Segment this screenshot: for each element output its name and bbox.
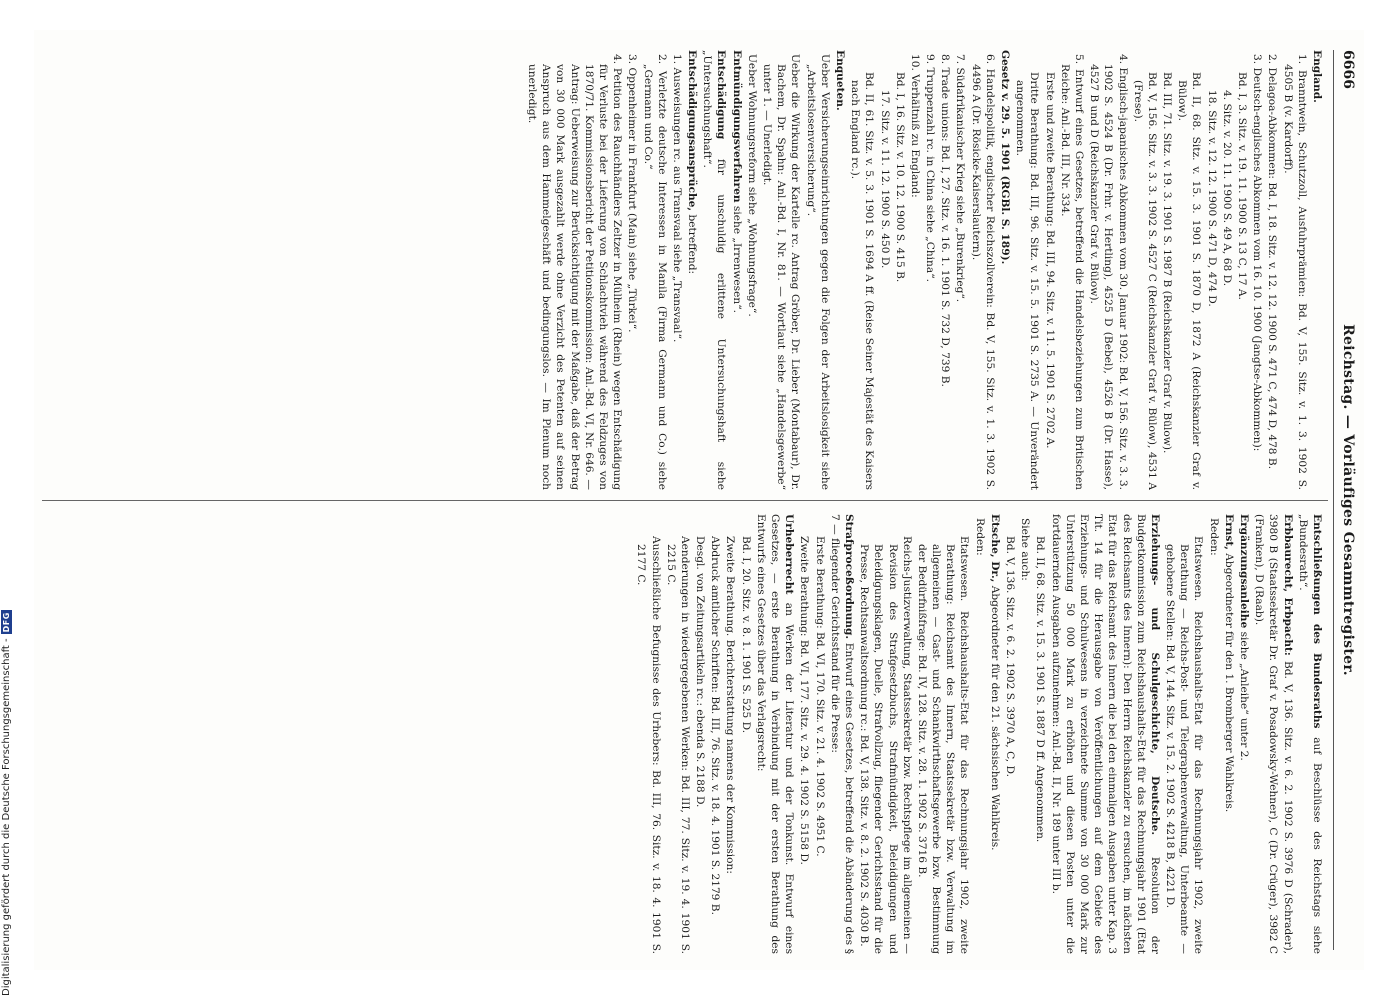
right-column — [44, 514, 1324, 954]
register-subentry — [1033, 514, 1047, 954]
entry-text: 3. Oppenheimer in Frankfurt (Main) siehe „Türkei“. — [625, 54, 638, 333]
entry-keyword: Entschließungen des Bundesraths — [1310, 514, 1323, 729]
register-entry — [827, 514, 855, 954]
entry-text: 4. Sitz. v. 20. 11. 1900 S. 49 A, 68 D. — [1220, 90, 1233, 287]
register-entry — [729, 50, 743, 490]
entry-text: Ausschließliche Befugnisse des Urhebers: Bd. III, 76. Sitz. v. 18. 4. 1901 S. 2177 C. — [634, 536, 662, 954]
entry-text: Abgeordneter für den 21. sächsischen Wahlkreis. — [988, 582, 1001, 851]
register-subentry — [797, 514, 811, 954]
entry-text: siehe „Irrenwesen“. — [730, 202, 743, 313]
entry-keyword: England. — [1310, 50, 1323, 103]
running-title: Reichstag. — Vorläufiges Gesammtregister. — [1339, 324, 1356, 676]
entry-text: für unschuldig erlittene Untersuchungshaft siehe „Untersuchungshaft“. — [700, 50, 727, 490]
register-subentry — [744, 50, 758, 490]
entry-text: Etatswesen. Reichshaushalts-Etat für das Rechnungsjahr 1902, zweite Berathung — Reichs-Post- und Telegraphenverwaltung, Unterbeamte — gehobene Stellen: Bd. V, 144. Sitz. v. 15. 2. 1902 S. 4218 B, 4221 D. — [1163, 536, 1204, 954]
entry-text: 1. Branntwein, Schutzzoll, Ausfuhrprämien: Bd. V, 155. Sitz. v. 1. 3. 1902 S. 4505 B (v. Kardorff). — [1281, 54, 1308, 490]
entry-text: Ueber Wohnungsreform siehe „Wohnungsfrage“. — [745, 54, 758, 317]
entry-keyword: Entschädigungsansprüche, — [685, 50, 698, 212]
register-subentry — [708, 514, 722, 954]
register-subentry — [738, 514, 752, 954]
register-subentry — [692, 514, 706, 954]
entry-text: 9. Truppenzahl rc. in China siehe „China“. — [923, 54, 936, 282]
left-column — [44, 50, 1324, 490]
entry-text: auf Beschlüsse des Reichstags siehe „Bundesrath“. — [1296, 514, 1323, 954]
entry-text: Etatswesen. Reichshaushalts-Etat für das Rechnungsjahr 1902, zweite Berathung: Reichsamt des Innern, Staatssekretär bzw. Verwaltung im allgemeinen — Gast- und Schankwirthschaftsgewerbe bzw. Bestimmung der Bedürfnißfrage: Bd. IV, 128. Sitz. v. 28. 1. 1902 S. 3716 B. — [915, 536, 970, 954]
imprint-text: Digitalisierung gefördert durch die Deutsche Forschungsgemeinschaft - — [1, 638, 12, 996]
register-subentry — [1250, 50, 1264, 490]
entry-text: siehe „Anleihe“ unter 2. — [1237, 628, 1250, 761]
page-number: 6666 — [1339, 50, 1356, 89]
entry-keyword: Ernst, — [1222, 514, 1235, 550]
entry-text: Erste und zweite Berathung: Bd. III, 94. Sitz. v. 11. 5. 1901 S. 2702 A. — [1043, 72, 1056, 449]
register-entry — [832, 50, 846, 490]
register-subentry — [723, 514, 737, 954]
register-subentry — [1042, 50, 1056, 490]
register-subentry — [922, 50, 936, 490]
entry-text: Bd. I, 3. Sitz. v. 19. 11. 1900 S. 13 C, 17 A. — [1235, 72, 1248, 300]
entry-keyword: Enqueten. — [833, 50, 846, 111]
entry-text: Reden: — [1207, 518, 1220, 556]
register-entry — [1048, 514, 1162, 954]
entry-text: Bd. V, 156. Sitz. v. 3. 3. 1902 S. 4527 C (Reichskanzler Graf v. Bülow), 4531 A (Frese). — [1131, 72, 1158, 490]
register-subentry — [1280, 50, 1308, 490]
register-subentry — [1175, 50, 1203, 490]
register-subentry — [938, 50, 952, 490]
register-entry — [700, 50, 728, 490]
entry-text: Ueber die Wirkung der Kartelle rc. Antrag Gröber, Dr. Lieber (Montabaur), Dr. Bachem, Dr. Spahn: Anl.-Bd. I, Nr. 81. — Wortlaut siehe „Handelsgewerbe“ unter 1. — Unerledigt. — [760, 54, 801, 490]
register-entry — [997, 50, 1011, 490]
entry-keyword: Erbbaurecht, Erbpacht: — [1281, 514, 1294, 656]
entry-text: Dritte Berathung: Bd. III, 96. Sitz. v. 15. 5. 1901 S. 2735 A. — Unverändert angenommen. — [1013, 72, 1040, 490]
register-subentry — [1219, 50, 1233, 490]
entry-text: Bd. V, 136. Sitz. v. 6. 2. 1902 S. 3976 D (Schrader), 3980 B (Staatssekretär Dr. Graf v. Posadowsky-Wehner), C (Dr. Crüger), 3982 C (Franken), D (Raab). — [1252, 514, 1294, 954]
entry-keyword: Gesetz v. 29. 5. 1901 (RGBl. S. 189). — [998, 50, 1011, 265]
entry-text: 4. Englisch-japanisches Abkommen vom 30. Januar 1902: Bd. V, 156. Sitz. v. 3. 3. 1902 S. 4524 B (Dr. Frhr. v. Hertling), 4525 D (Bebel), 4526 B (Dr. Hasse), 4527 B und D (Reichskanzler Graf v. Bülow). — [1087, 54, 1129, 490]
register-entry — [1295, 514, 1323, 954]
register-page — [34, 30, 1364, 970]
page-header — [1333, 50, 1358, 950]
entry-text: betreffend: — [685, 211, 698, 275]
entry-text: 4. Petition des Rauchhändlers Zeltzer in Mülheim (Rhein) wegen Entschädigung für Verluste bei der Lieferung von Schlachtvieh während des Feldzuges von 1870/71. Kommissionsbericht der Petitionskommission: Anl.-Bd. VI, Nr. 646. — Antrag: Ueberweisung zur Berücksichtigung mit der Maßgabe, daß der Betrag von 30 000 Mark ausgezahlt werde ohne Verzicht des Petenten auf seinen Anspruch aus dem Hammelgeschäft und bedingungslos. — Im Plenum noch unerledigt. — [525, 54, 623, 490]
register-subentry — [803, 50, 831, 490]
entry-keyword: Strafproceßordnung. — [842, 514, 855, 640]
register-subentry — [625, 50, 639, 490]
register-entry — [753, 514, 796, 954]
entry-text: 6. Handelspolitik, englischer Reichszollverein: Bd. V, 155. Sitz. v. 1. 3. 1902 S. 4496 A (Dr. Rösicke-Kaiserslautern). — [969, 54, 996, 490]
entry-text: 18. Sitz. v. 12. 12. 1900 S. 471 D, 474 D. — [1205, 90, 1218, 307]
entry-text: Bd. II, 68. Sitz. v. 15. 3. 1901 S. 1870 D, 1872 A (Reichskanzler Graf v. Bülow). — [1175, 72, 1202, 490]
register-subentry — [1204, 50, 1218, 490]
entry-text: Bd. V, 136. Sitz. v. 6. 2. 1902 S. 3970 A, C, D. — [1003, 536, 1016, 778]
register-subentry — [812, 514, 826, 954]
entry-text: Erste Berathung: Bd. VI, 170. Sitz. v. 21. 4. 1902 S. 4951 C. — [813, 536, 826, 857]
entry-text: Desgl. von Zeitungsartikeln rc.: ebenda S. 2188 D. — [693, 536, 706, 808]
entry-text: an Werken der Literatur und der Tonkunst. Entwurf eines Gesetzes, — erste Berathung in Verbindung mit der ersten Berathung des Entwurfs eines Gesetzes über das Verlagsrecht: — [754, 514, 795, 954]
entry-text: 5. Entwurf eines Gesetzes, betreffend die Handelsbeziehungen zum Britischen Reiche: Anl.-Bd. III, Nr. 334. — [1058, 54, 1085, 490]
entry-text: Zweite Berathung: Bd. VI, 177. Sitz. v. 29. 4. 1902 S. 5158 D. — [797, 536, 810, 865]
entry-text: Abgeordneter für den 1. Bromberger Wahlkreis. — [1222, 549, 1235, 813]
entry-text: 2. Verletzte deutsche Interessen in Manila (Firma Germann und Co.) siehe „Germann und Co.“ — [641, 54, 668, 490]
register-subentry — [1234, 50, 1248, 490]
entry-text: Abdruck amtlicher Schriften: Bd. III, 76. Sitz. v. 18. 4. 1901 S. 2179 B. — [708, 536, 721, 915]
entry-keyword: Erziehungs- und Schulgeschichte, Deutsche. — [1148, 514, 1161, 836]
register-subentry — [524, 50, 623, 490]
entry-keyword: Etsche, Dr., — [988, 514, 1001, 583]
register-subentry — [1162, 514, 1205, 954]
entry-text: Bd. III, 71. Sitz. v. 19. 3. 1901 S. 1987 B (Reichskanzler Graf v. Bülow). — [1160, 72, 1173, 454]
entry-text: 7. Südafrikanischer Krieg siehe „Burenkrieg“. — [954, 54, 966, 303]
register-subentry — [1057, 50, 1085, 490]
entry-text: Reden: — [973, 518, 986, 556]
entry-text: Bd. I, 20. Sitz. v. 8. 1. 1901 S. 525 D. — [739, 536, 752, 734]
register-subentry — [1206, 514, 1220, 954]
entry-text: 1. Ausweisungen rc. aus Transvaal siehe „Transvaal“. — [670, 54, 683, 343]
register-subentry — [634, 514, 662, 954]
register-subentry — [1018, 514, 1032, 954]
entry-text: 8. Trade unions: Bd. I, 27. Sitz. v. 16. 1. 1901 S. 732 D, 739 B. — [938, 54, 951, 387]
entry-text: 3. Deutsch-englisches Abkommen vom 16. 10. 1900 (Jangtse-Abkommen): — [1250, 54, 1263, 452]
register-subentry — [1087, 50, 1130, 490]
register-subentry — [1159, 50, 1173, 490]
register-entry — [684, 50, 698, 490]
entry-text: Ueber Versicherungseinrichtungen gegen die Folgen der Arbeitslosigkeit siehe „Arbeitslosenversicherung“. — [804, 54, 831, 490]
register-subentry — [1265, 50, 1279, 490]
entry-text: Bd. II, 61. Sitz. v. 5. 3. 1901 S. 1694 A ff. (Reise Seiner Majestät des Kaisers nach England rc.). — [848, 72, 875, 490]
register-entry — [1309, 50, 1323, 490]
register-subentry — [1002, 514, 1016, 954]
entry-text: Bd. II, 68. Sitz. v. 15. 3. 1901 S. 1887 D ff. Angenommen. — [1033, 536, 1046, 843]
entry-text: Entwurf eines Gesetzes, betreffend die Abänderung des § 7 — fliegender Gerichtsstand für die Presse: — [828, 514, 855, 954]
dfg-logo: DFG — [2, 612, 11, 633]
register-subentry — [892, 50, 906, 490]
column-divider — [42, 500, 1328, 501]
entry-text: 2. Delagoa-Abkommen: Bd. I, 18. Sitz. v. 12. 12. 1900 S. 471 C, 474 D, 478 B. — [1265, 54, 1278, 470]
register-subentry — [953, 50, 967, 490]
register-entry — [1252, 514, 1295, 954]
register-subentry — [669, 50, 683, 490]
register-subentry — [857, 514, 914, 954]
register-subentry — [968, 50, 996, 490]
entry-text: Bd. I, 16. Sitz. v. 10. 12. 1900 S. 415 B. — [893, 72, 906, 283]
entry-text: Zweite Berathung. Berichterstattung namens der Kommission: — [724, 536, 736, 874]
register-entry — [1221, 514, 1235, 954]
register-subentry — [1130, 50, 1158, 490]
entry-keyword: Urheberrecht — [782, 514, 795, 595]
entry-text: Resolution der Budgetkommission zum Reichshaushalts-Etat für das Rechnungsjahr 1901 (Etat des Reichsamts des Innern): Den Herrn Reichskanzler zu ersuchen, im nächsten Etat für das Reichsamt des Innern die bei den einmaligen Ausgaben unter Kap. 3 Tit. 14 für die Herausgabe von Veröffentlichungen auf dem Gebiete des Erziehungs- und Schulwesens in verzeichnete Summe von 30 000 Mark zur Unterstützung 50 000 Mark zu erhöhen und diesen Posten unter die fortdauernden Ausgaben aufzunehmen: Anl.-Bd. II, Nr. 189 unter III b. — [1049, 514, 1161, 954]
entry-text: 10. Verhältniß zu England: — [908, 54, 921, 198]
register-entry — [1236, 514, 1250, 954]
entry-text: Aenderungen in wiedergegebenen Werken: Bd. III, 77. Sitz. v. 19. 4. 1901 S. 2215 C. — [664, 536, 691, 954]
register-subentry — [907, 50, 921, 490]
digitization-imprint — [0, 0, 14, 1000]
register-subentry — [663, 514, 691, 954]
entry-text: 17. Sitz. v. 11. 12. 1900 S. 450 D. — [878, 90, 891, 269]
register-subentry — [1013, 50, 1041, 490]
register-subentry — [848, 50, 876, 490]
register-subentry — [972, 514, 986, 954]
register-subentry — [640, 50, 668, 490]
register-subentry — [914, 514, 971, 954]
entry-text: Reichs-Justizverwaltung, Staatssekretär bzw. Rechtspflege im allgemeinen — Revision des Strafgesetzbuchs, Strafmündigkeit, Beleidigungen und Beleidigungsklagen, Duelle, Strafvollzug, fliegender Gerichtsstand für die Presse, Rechtsanwaltsordnung rc.: Bd. V, 138. Sitz. v. 8. 2. 1902 S. 4030 B. — [857, 536, 913, 954]
entry-keyword: Ergänzungsanleihe — [1237, 514, 1250, 629]
register-subentry — [877, 50, 891, 490]
register-subentry — [759, 50, 802, 490]
entry-text: Siehe auch: — [1018, 518, 1031, 581]
entry-keyword: Entschädigung — [715, 50, 727, 140]
register-entry — [987, 514, 1001, 954]
entry-keyword: Entmündigungsverfahren — [730, 50, 743, 203]
